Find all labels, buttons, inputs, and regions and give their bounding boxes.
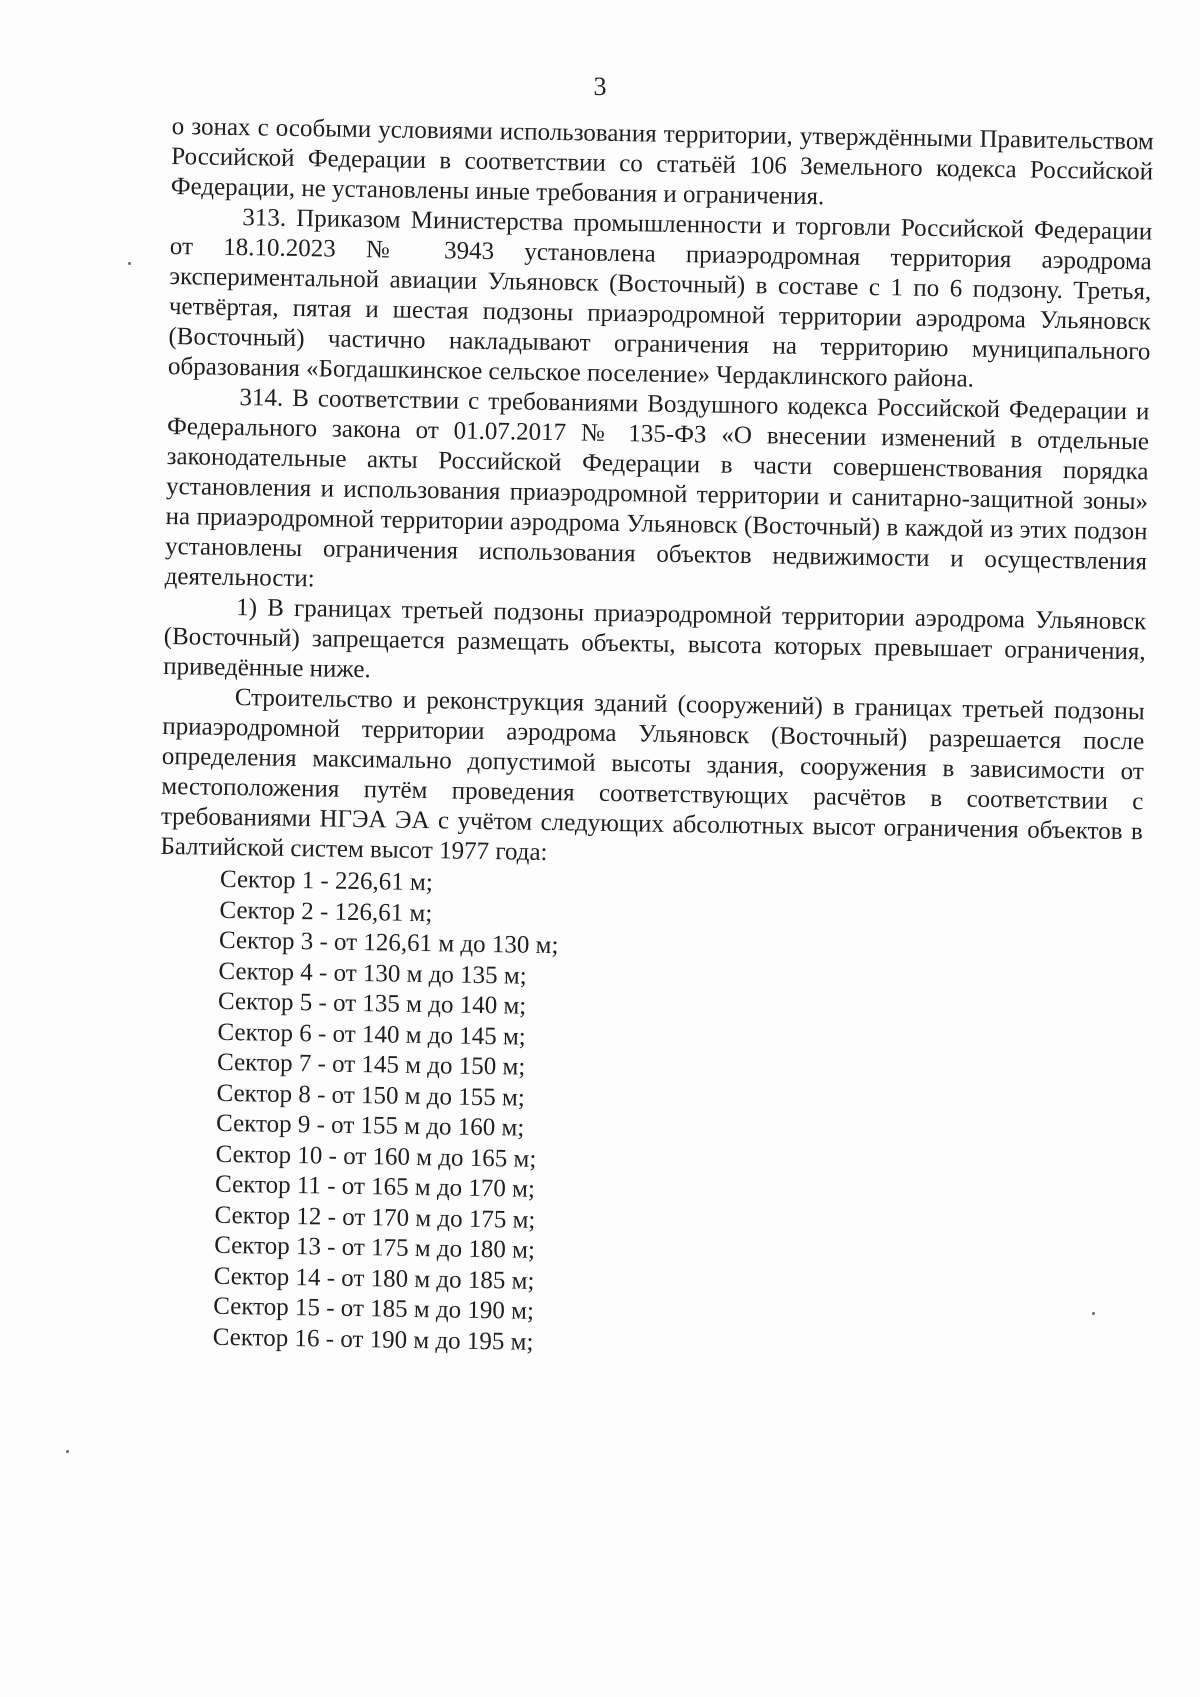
document-body xyxy=(153,112,1154,1367)
paragraph-intro-continuation: о зонах с особыми условиями использования территории, утверждёнными Правительством Российской Федерации в соответствии со статьёй 106 Земельного кодекса Российской Федерации, не установлены иные требования и ограничения. xyxy=(170,112,1154,211)
list-item: Сектор 2 - 126,61 м; xyxy=(219,896,433,927)
list-item: Сектор 8 - от 150 м до 155 м; xyxy=(216,1079,525,1112)
list-item: Сектор 1 - 226,61 м; xyxy=(219,865,433,897)
list-item: Сектор 14 - от 180 м до 185 м; xyxy=(213,1262,535,1295)
list-item: Сектор 7 - от 145 м до 150 м; xyxy=(216,1048,526,1081)
scan-speck xyxy=(128,262,131,265)
list-item: Сектор 9 - от 155 м до 160 м; xyxy=(215,1109,525,1142)
list-item: Сектор 11 - от 165 м до 170 м; xyxy=(214,1170,536,1203)
page-number: 3 xyxy=(593,72,607,101)
list-item: Сектор 5 - от 135 м до 140 м; xyxy=(217,987,527,1020)
list-item: Сектор 10 - от 160 м до 165 м; xyxy=(215,1140,537,1173)
paragraph-subitem-1: 1) В границах третьей подзоны приаэродромной территории аэродрома Ульяновск (Восточный) запрещается размещать объекты, высота которых превышает ограничения, приведённые ниже. xyxy=(163,594,1147,684)
list-item: Сектор 13 - от 175 м до 180 м; xyxy=(213,1231,536,1264)
list-item: Сектор 6 - от 140 м до 145 м; xyxy=(217,1018,526,1051)
list-item: Сектор 3 - от 126,61 м до 130 м; xyxy=(218,926,559,960)
list-item: Сектор 16 - от 190 м до 195 м; xyxy=(212,1323,534,1356)
scan-speck xyxy=(66,1450,69,1453)
list-item: Сектор 12 - от 170 м до 175 м; xyxy=(214,1201,536,1234)
paragraph-314: 314. В соответствии с требованиями Воздушного кодекса Российской Федерации и Федерального закона от 01.07.2017 № 135-ФЗ «О внесении изменений в отдельные законодательные акты Российской Федерации в части совершенствования порядка установления и использования приаэродромной территории и санитарно-защитной зоны» на приаэродромной территории аэродрома Ульяновск (Восточный) в каждой из этих подзон установлены ограничения использования объектов недвижимости и осуществления деятельности: xyxy=(164,384,1150,593)
list-item: Сектор 15 - от 185 м до 190 м; xyxy=(213,1292,535,1325)
paragraph-construction: Строительство и реконструкция зданий (сооружений) в границах третьей подзоны приаэродромной территории аэродрома Ульяновск (Восточный) разрешается после определения максимально допустимой высоты здания, сооружения в зависимости от местоположения путём проведения соответствующих расчётов в соответствии с требованиями НГЭА ЭА с учётом следующих абсолютных высот ограничения объектов в Балтийской систем высот 1977 года: xyxy=(160,684,1145,866)
paragraph-313: 313. Приказом Министерства промышленности и торговли Российской Федерации от 18.10.2023 № 3943 установлена приаэродромная территория аэродрома экспериментальной авиации Ульяновск (Восточный) в составе с 1 по 6 подзону. Третья, четвёртая, пятая и шестая подзоны приаэродромной территории аэродрома Ульяновск (Восточный) частично накладывают ограничения на территорию муниципального образования «Богдашкинское сельское поселение» Чердаклинского района. xyxy=(167,204,1153,393)
scan-speck xyxy=(1092,1312,1095,1315)
sector-height-list xyxy=(153,864,1143,1367)
list-item: Сектор 4 - от 130 м до 135 м; xyxy=(218,957,527,990)
